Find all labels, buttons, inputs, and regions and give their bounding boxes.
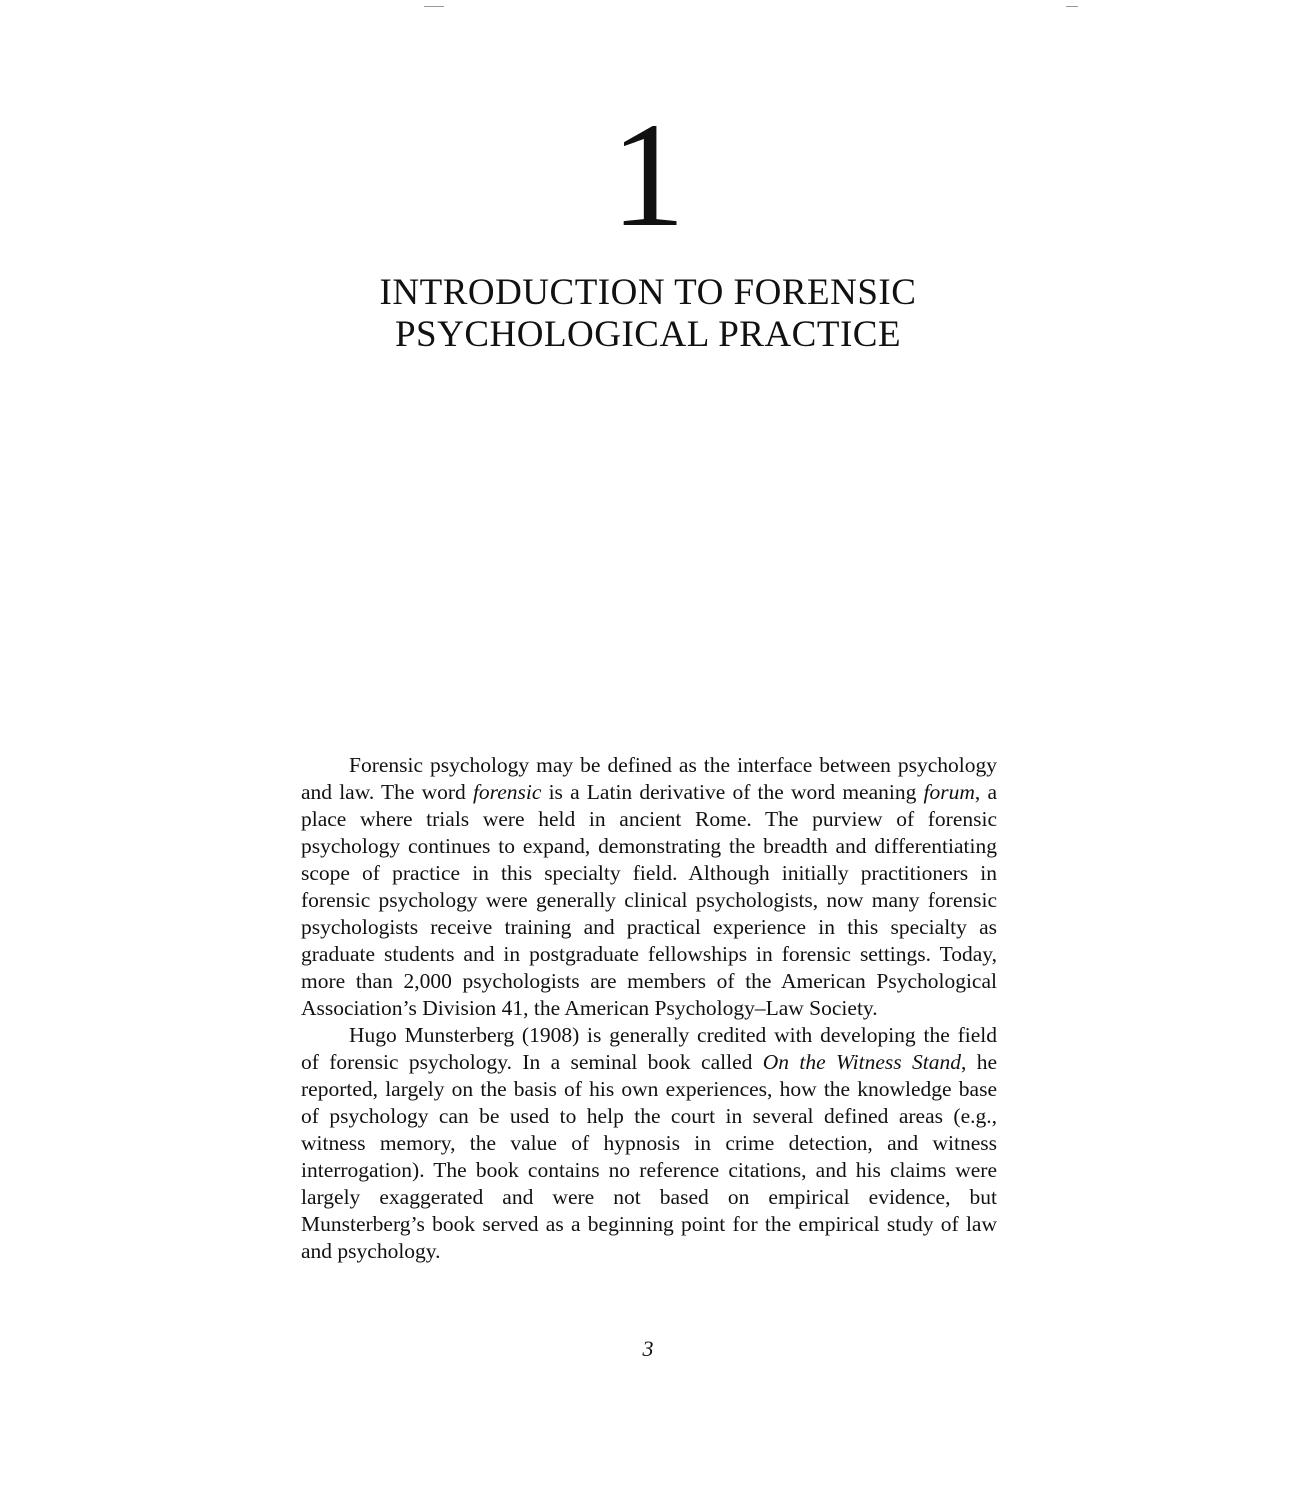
- text-run: , he reported, largely on the basis of his own experiences, how the knowledge base of psychology can be used to help the court in several defined areas (e.g., witness memory, the value of hypnosis in crime detection, and witness interrogation). The book contains no reference citations, and his claims were largely exaggerated and were not based on empirical evidence, but Munsterberg’s book served as a beginning point for the empirical study of law and psychology.: [301, 1050, 998, 1263]
- scan-mark: [424, 6, 444, 7]
- scan-mark: [1066, 6, 1078, 7]
- chapter-title-line-2: PSYCHOLOGICAL PRACTICE: [394, 314, 902, 355]
- text-run: is a Latin derivative of the word meaning: [541, 780, 924, 804]
- chapter-number: 1: [610, 92, 686, 258]
- book-title: On the Witness Stand: [762, 1050, 961, 1074]
- chapter-title: [0, 272, 1296, 356]
- chapter-title-line-1: INTRODUCTION TO FORENSIC: [379, 272, 917, 313]
- italic-term: forum: [923, 780, 975, 804]
- text-run: Hugo Munsterberg (1908) is generally credited with developing the field of forensic psychology. In a seminal book called: [301, 1023, 997, 1074]
- paragraph: [301, 1022, 997, 1265]
- body-text: [301, 752, 997, 1265]
- text-run: Forensic psychology may be defined as the interface between psychology and law. The word: [301, 753, 997, 804]
- text-run: , a place where trials were held in ancient Rome. The purview of forensic psychology continues to expand, demonstrating the breadth and differentiating scope of practice in this specialty field. Although initially practitioners in forensic psychology were generally clinical psychologists, now many forensic psychologists receive training and practical experience in this specialty as graduate students and in postgraduate fellowships in forensic settings. Today, more than 2,000 psychologists are members of the American Psychological Association’s Division 41, the American Psychology–Law Society.: [301, 780, 997, 1020]
- italic-term: forensic: [472, 780, 542, 804]
- page-number: 3: [642, 1336, 654, 1361]
- paragraph: [301, 752, 997, 1022]
